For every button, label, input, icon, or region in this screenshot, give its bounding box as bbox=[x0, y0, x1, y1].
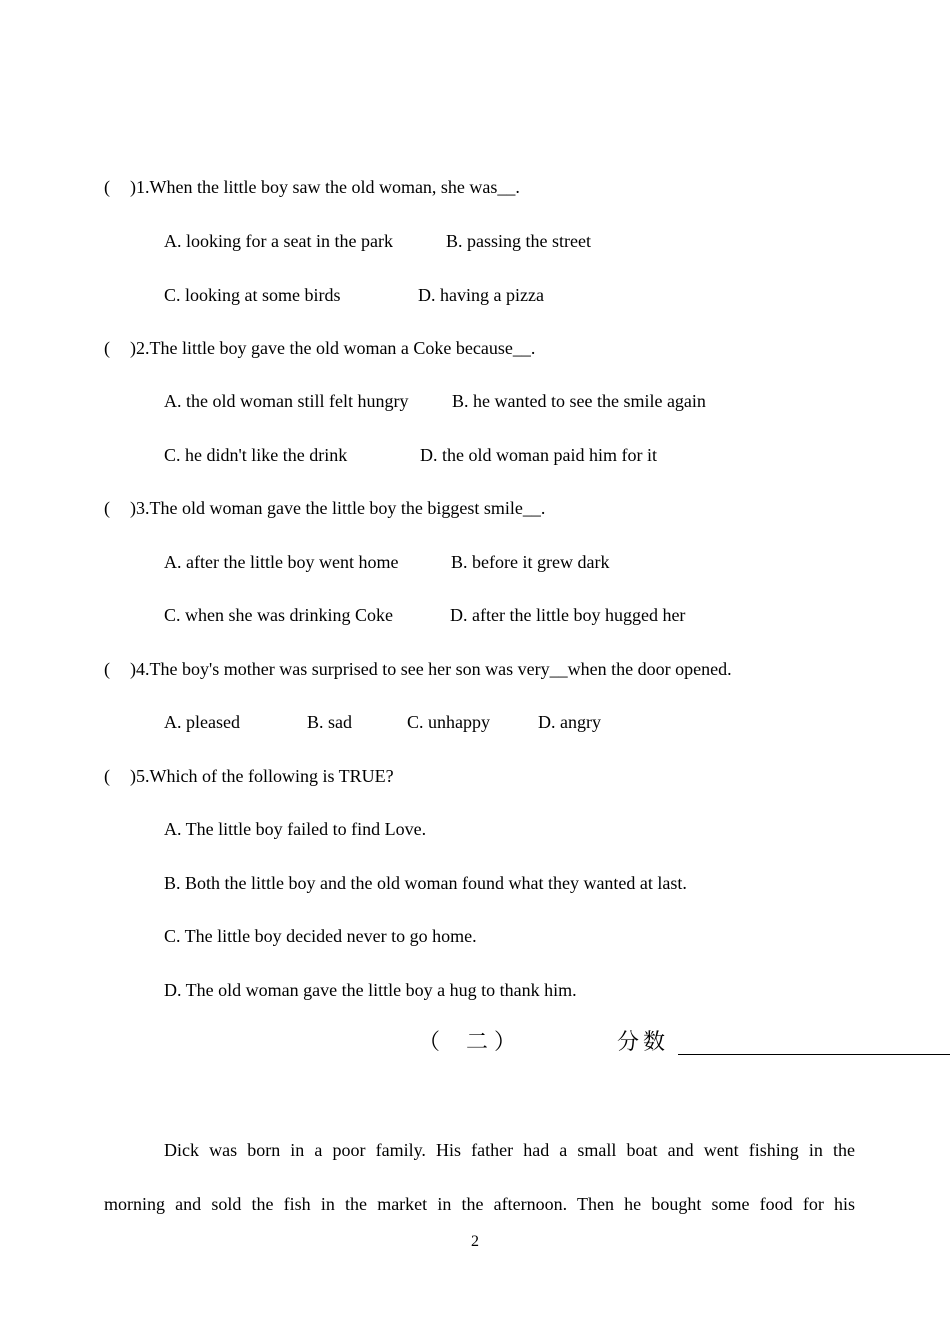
answer-paren-1: ( bbox=[104, 177, 110, 197]
question-1-option-c: C. looking at some birds bbox=[164, 285, 341, 305]
question-2-option-b: B. he wanted to see the smile again bbox=[452, 391, 706, 411]
question-4-option-c: C. unhappy bbox=[407, 712, 490, 732]
question-5-option-d: D. The old woman gave the little boy a hug to thank him. bbox=[164, 980, 577, 1000]
question-3-option-b: B. before it grew dark bbox=[451, 552, 610, 572]
section-open-paren: （ bbox=[418, 1030, 441, 1055]
question-4-option-a: A. pleased bbox=[164, 712, 240, 732]
score-label: 分数 bbox=[617, 1030, 670, 1055]
score-blank bbox=[678, 1054, 950, 1055]
question-5-option-b: B. Both the little boy and the old woman found what they wanted at last. bbox=[164, 873, 687, 893]
question-2-option-c: C. he didn't like the drink bbox=[164, 445, 348, 465]
section-close-paren: ） bbox=[494, 1030, 517, 1055]
passage-line-2: morning and sold the fish in the market in the afternoon. Then he bought some food for his bbox=[104, 1194, 855, 1214]
question-4-option-d: D. angry bbox=[538, 712, 601, 732]
question-1-stem: )1.When the little boy saw the old woman, she was__. bbox=[130, 177, 520, 197]
passage-line-1: Dick was born in a poor family. His father had a small boat and went fishing in the bbox=[164, 1140, 855, 1160]
question-2-stem: )2.The little boy gave the old woman a Coke because__. bbox=[130, 338, 536, 358]
page-number: 2 bbox=[471, 1233, 479, 1250]
answer-paren-3: ( bbox=[104, 498, 110, 518]
answer-paren-5: ( bbox=[104, 766, 110, 786]
question-3-option-c: C. when she was drinking Coke bbox=[164, 605, 393, 625]
question-2-option-d: D. the old woman paid him for it bbox=[420, 445, 657, 465]
question-5-option-a: A. The little boy failed to find Love. bbox=[164, 819, 427, 839]
question-1-option-d: D. having a pizza bbox=[418, 285, 544, 305]
question-2-option-a: A. the old woman still felt hungry bbox=[164, 391, 409, 411]
question-4-option-b: B. sad bbox=[307, 712, 352, 732]
section-header bbox=[0, 1028, 950, 1058]
question-4-stem: )4.The boy's mother was surprised to see her son was very__when the door opened. bbox=[130, 659, 732, 679]
question-1-option-b: B. passing the street bbox=[446, 231, 591, 251]
question-5-option-c: C. The little boy decided never to go home. bbox=[164, 926, 477, 946]
question-3-stem: )3.The old woman gave the little boy the biggest smile__. bbox=[130, 498, 546, 518]
question-3-option-d: D. after the little boy hugged her bbox=[450, 605, 686, 625]
question-1-option-a: A. looking for a seat in the park bbox=[164, 231, 393, 251]
section-number: 二 bbox=[466, 1030, 489, 1055]
question-3-option-a: A. after the little boy went home bbox=[164, 552, 399, 572]
answer-paren-4: ( bbox=[104, 659, 110, 679]
question-5-stem: )5.Which of the following is TRUE? bbox=[130, 766, 394, 786]
answer-paren-2: ( bbox=[104, 338, 110, 358]
